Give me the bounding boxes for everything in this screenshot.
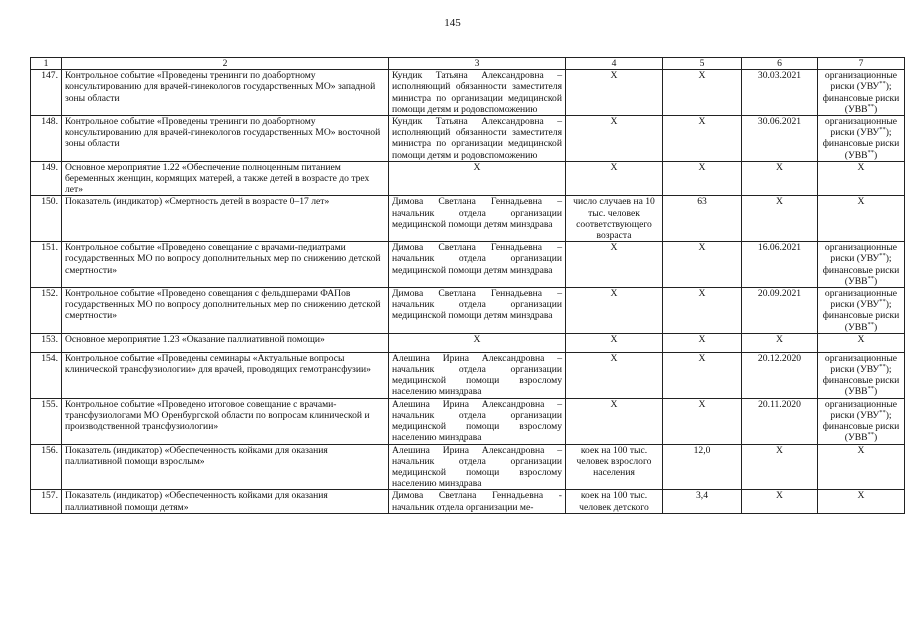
table-row [31, 242, 905, 288]
row-description: Контрольное событие «Проведено совещания с фельдшерами ФАПов государственных МО по вопросу дополнительных мер по снижению детской смертности» [62, 288, 389, 334]
risk-org-text: Х [857, 490, 865, 502]
row-risks [818, 352, 905, 398]
risk-org-end: ); [885, 81, 892, 93]
row-value: Х [663, 352, 742, 398]
row-date: Х [742, 490, 818, 513]
row-responsible: Алешина Ирина Александровна – начальник отдела организации медицинской помощи взрослому населению минздрава [389, 398, 566, 444]
header-cell: 7 [818, 58, 905, 70]
risk-fin-end: ) [874, 275, 878, 287]
risk-fin-sup: ** [867, 320, 875, 328]
row-risks [818, 70, 905, 116]
risk-org-text: Х [857, 161, 865, 173]
row-responsible: Димова Светлана Геннадьевна – начальник отдела организации медицинской помощи детям минздрава [389, 242, 566, 288]
header-cell: 5 [663, 58, 742, 70]
row-date: 20.12.2020 [742, 352, 818, 398]
header-cell: 2 [62, 58, 389, 70]
row-risks [818, 196, 905, 242]
risk-org-end: ); [885, 253, 892, 265]
risk-fin-end: ) [874, 432, 878, 444]
header-cell: 3 [389, 58, 566, 70]
row-date: 20.11.2020 [742, 398, 818, 444]
row-date: Х [742, 333, 818, 352]
row-risks [818, 444, 905, 490]
table-header-row [31, 58, 905, 70]
risk-org-sup: ** [879, 298, 886, 306]
row-number: 150. [31, 196, 62, 242]
row-responsible: Х [389, 333, 566, 352]
row-number: 157. [31, 490, 62, 513]
risk-org-end: ); [885, 364, 892, 376]
risk-fin-text: финансовые риски (УВВ [822, 138, 900, 161]
row-risks [818, 161, 905, 196]
row-responsible: Димова Светлана Геннадьевна – начальник отдела организации медицинской помощи детям минздрава [389, 196, 566, 242]
risk-fin-sup: ** [867, 148, 875, 156]
risk-org-text: организационные риски (УВУ [824, 288, 898, 311]
risk-fin-text: финансовые риски (УВВ [822, 92, 900, 115]
risk-org-text: организационные риски (УВУ [824, 242, 898, 265]
row-value: 12,0 [663, 444, 742, 490]
row-date: Х [742, 161, 818, 196]
row-number: 156. [31, 444, 62, 490]
table-row [31, 490, 905, 513]
risk-org-text: организационные риски (УВУ [824, 398, 898, 421]
table-row [31, 333, 905, 352]
row-date: 16.06.2021 [742, 242, 818, 288]
row-unit: Х [566, 352, 663, 398]
risk-org-end: ); [885, 299, 892, 311]
row-responsible: Кундик Татьяна Александровна – исполняющий обязанности заместителя министра по организации медицинской помощи детям и родовспоможению [389, 70, 566, 116]
risk-org-sup: ** [879, 126, 886, 134]
header-cell: 1 [31, 58, 62, 70]
row-value: 63 [663, 196, 742, 242]
row-date: Х [742, 196, 818, 242]
row-date: 30.03.2021 [742, 70, 818, 116]
row-risks [818, 490, 905, 513]
row-unit: Х [566, 398, 663, 444]
row-value: Х [663, 161, 742, 196]
row-number: 153. [31, 333, 62, 352]
row-value: 3,4 [663, 490, 742, 513]
page-number: 145 [444, 17, 461, 29]
risk-org-text: организационные риски (УВУ [824, 352, 898, 376]
risk-fin-end: ) [874, 149, 878, 161]
row-risks [818, 116, 905, 162]
row-unit: Х [566, 161, 663, 196]
row-value: Х [663, 288, 742, 334]
risk-fin-text: финансовые риски (УВВ [822, 264, 900, 287]
risk-fin-end: ) [874, 386, 878, 398]
row-risks [818, 398, 905, 444]
row-number: 154. [31, 352, 62, 398]
row-responsible: Х [389, 161, 566, 196]
row-responsible: Алешина Ирина Александровна – начальник отдела организации медицинской помощи взрослому населению минздрава [389, 444, 566, 490]
row-unit: Х [566, 333, 663, 352]
risk-fin-sup: ** [867, 102, 875, 110]
row-description: Контрольное событие «Проведены тренинги по доабортному консультированию для врачей-гинекологов государственных МО» западной зоны области [62, 70, 389, 116]
row-description: Показатель (индикатор) «Обеспеченность койками для оказания паллиативной помощи взрослым» [62, 444, 389, 490]
risk-org-text: Х [857, 333, 865, 345]
row-description: Основное мероприятие 1.23 «Оказание паллиативной помощи» [62, 333, 389, 352]
row-value: Х [663, 70, 742, 116]
row-unit: число случаев на 10 тыс. человек соответствующего возраста [566, 196, 663, 242]
risk-org-sup: ** [879, 362, 886, 370]
risk-fin-sup: ** [867, 431, 875, 439]
risk-fin-sup: ** [867, 274, 875, 282]
risk-fin-end: ) [874, 103, 878, 115]
row-description: Показатель (индикатор) «Смертность детей в возрасте 0–17 лет» [62, 196, 389, 242]
row-value: Х [663, 242, 742, 288]
row-unit: Х [566, 242, 663, 288]
row-number: 151. [31, 242, 62, 288]
row-unit: Х [566, 288, 663, 334]
row-value: Х [663, 333, 742, 352]
row-unit: коек на 100 тыс. человек детского [566, 490, 663, 513]
row-number: 147. [31, 70, 62, 116]
table-row [31, 161, 905, 196]
row-responsible: Димова Светлана Геннадьевна – начальник отдела организации медицинской помощи детям минздрава [389, 288, 566, 334]
risk-org-text: Х [857, 196, 865, 208]
row-value: Х [663, 398, 742, 444]
table-row [31, 288, 905, 334]
row-number: 148. [31, 116, 62, 162]
row-date: 30.06.2021 [742, 116, 818, 162]
row-unit: Х [566, 116, 663, 162]
risk-org-text: организационные риски (УВУ [824, 70, 898, 93]
row-description: Контрольное событие «Проведены семинары «Актуальные вопросы клинической трансфузиологии» для врачей, проводящих гемотрансфузии» [62, 352, 389, 398]
header-cell: 6 [742, 58, 818, 70]
table-row [31, 398, 905, 444]
row-risks [818, 242, 905, 288]
risk-org-sup: ** [879, 80, 886, 88]
row-value: Х [663, 116, 742, 162]
table-row [31, 70, 905, 116]
row-responsible: Алешина Ирина Александровна – начальник отдела организации медицинской помощи взрослому населению минздрава [389, 352, 566, 398]
row-description: Контрольное событие «Проведены тренинги по доабортному консультированию для врачей-гинекологов государственных МО» восточной зоны области [62, 116, 389, 162]
risk-org-end: ); [885, 127, 892, 139]
row-number: 149. [31, 161, 62, 196]
table-row [31, 444, 905, 490]
row-unit: Х [566, 70, 663, 116]
risk-org-text: Х [857, 444, 865, 456]
row-description: Контрольное событие «Проведено итоговое совещание с врачами-трансфузиологами МО Оренбургской области по вопросам клинической и производственной трансфузиологии» [62, 398, 389, 444]
risk-org-sup: ** [879, 408, 886, 416]
row-date: 20.09.2021 [742, 288, 818, 334]
row-risks [818, 288, 905, 334]
risk-org-text: организационные риски (УВУ [824, 116, 898, 139]
risk-org-end: ); [885, 409, 892, 421]
risk-fin-text: финансовые риски (УВВ [822, 375, 900, 398]
row-unit: коек на 100 тыс. человек взрослого населения [566, 444, 663, 490]
row-date: Х [742, 444, 818, 490]
row-responsible: Димова Светлана Геннадьевна - начальник отдела организации ме- [389, 490, 566, 513]
header-cell: 4 [566, 58, 663, 70]
row-number: 152. [31, 288, 62, 334]
table-row [31, 352, 905, 398]
table-row [31, 116, 905, 162]
program-plan-table [30, 57, 905, 514]
row-description: Основное мероприятие 1.22 «Обеспечение полноценным питанием беременных женщин, кормящих матерей, а также детей в возрасте до трех лет» [62, 161, 389, 196]
risk-fin-text: финансовые риски (УВВ [822, 310, 900, 333]
risk-fin-sup: ** [867, 385, 875, 393]
row-responsible: Кундик Татьяна Александровна – исполняющий обязанности заместителя министра по организации медицинской помощи детям и родовспоможению [389, 116, 566, 162]
risk-org-sup: ** [879, 252, 886, 260]
row-description: Показатель (индикатор) «Обеспеченность койками для оказания паллиативной помощи детям» [62, 490, 389, 513]
table-row [31, 196, 905, 242]
risk-fin-text: финансовые риски (УВВ [822, 421, 900, 444]
risk-fin-end: ) [874, 321, 878, 333]
row-number: 155. [31, 398, 62, 444]
row-description: Контрольное событие «Проведено совещание с врачами-педиатрами государственных МО по вопросу дополнительных мер по снижению детской смертности» [62, 242, 389, 288]
row-risks [818, 333, 905, 352]
